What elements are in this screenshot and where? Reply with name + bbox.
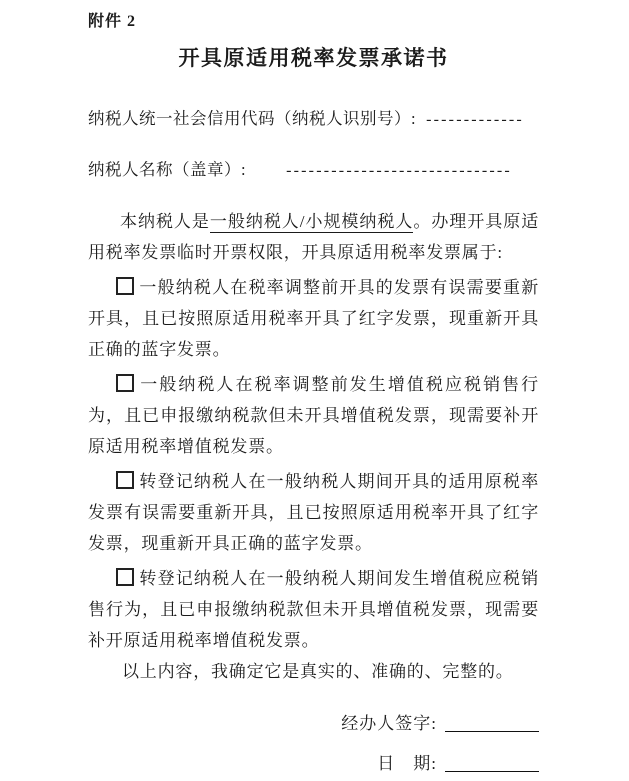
taxpayer-type-choice: 一般纳税人/小规模纳税人 bbox=[209, 212, 414, 231]
date-label: 日 期: bbox=[377, 754, 437, 773]
taxpayer-name-label: 纳税人名称（盖章）: bbox=[88, 160, 247, 179]
option-item-1 bbox=[88, 272, 539, 365]
option-item-4 bbox=[88, 563, 539, 656]
closing-statement: 以上内容，我确定它是真实的、准确的、完整的。 bbox=[122, 662, 514, 681]
credit-code-label: 纳税人统一社会信用代码（纳税人识别号）: bbox=[88, 109, 417, 128]
credit-code-blank[interactable]: ------------- bbox=[426, 111, 524, 128]
option-4-text: 转登记纳税人在一般纳税人期间发生增值税应税销售行为，且已申报缴纳税款但未开具增值税发票，现需要补开原适用税率增值税发票。 bbox=[88, 569, 539, 650]
signer-signature-line[interactable] bbox=[445, 715, 539, 732]
signer-row bbox=[88, 713, 539, 735]
signer-label: 经办人签字: bbox=[341, 714, 437, 733]
page-title: 开具原适用税率发票承诺书 bbox=[178, 46, 449, 70]
field-credit-code-row bbox=[88, 108, 539, 131]
intro-paragraph bbox=[88, 206, 539, 268]
option-2-text: 一般纳税人在税率调整前发生增值税应税销售行为，且已申报缴纳税款但未开具增值税发票，现需要补开原适用税率增值税发票。 bbox=[88, 375, 539, 456]
taxpayer-name-blank[interactable]: ------------------------------ bbox=[286, 162, 512, 179]
option-item-2 bbox=[88, 369, 539, 462]
field-taxpayer-name-row bbox=[88, 159, 539, 182]
option-1-text: 一般纳税人在税率调整前开具的发票有误需要重新开具，且已按照原适用税率开具了红字发票，现重新开具正确的蓝字发票。 bbox=[88, 278, 539, 359]
option-item-3 bbox=[88, 466, 539, 559]
intro-prefix: 本纳税人是 bbox=[120, 212, 210, 231]
date-row bbox=[88, 753, 539, 775]
date-line[interactable] bbox=[445, 755, 539, 772]
option-3-text: 转登记纳税人在一般纳税人期间开具的适用原税率发票有误需要重新开具，且已按照原适用税率开具了红字发票，现重新开具正确的蓝字发票。 bbox=[88, 472, 539, 553]
checkbox-option-4[interactable] bbox=[116, 568, 134, 586]
checkbox-option-1[interactable] bbox=[116, 277, 134, 295]
intro-suffix: 。办理开具原适用税率发票临时开票权限，开具原适用税率发票属于: bbox=[88, 212, 540, 262]
attachment-label: 附件 2 bbox=[88, 13, 137, 30]
checkbox-option-2[interactable] bbox=[116, 374, 134, 392]
checkbox-option-3[interactable] bbox=[116, 471, 134, 489]
